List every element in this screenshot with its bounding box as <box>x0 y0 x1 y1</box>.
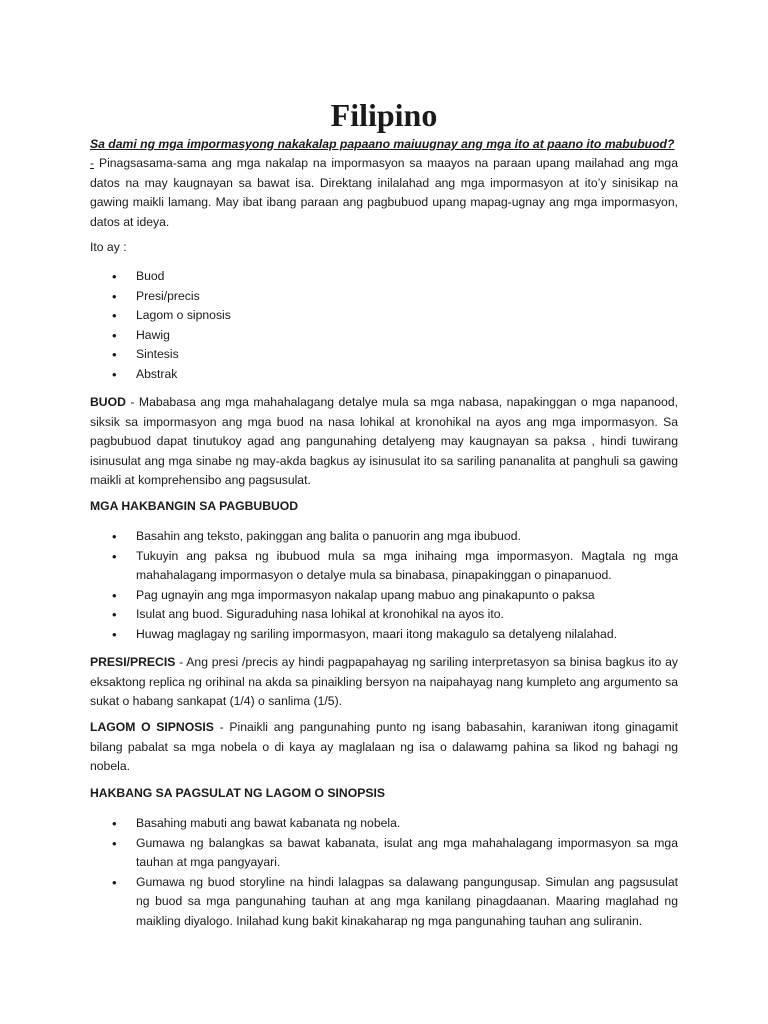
list-item: • Basahin ang teksto, pakinggan ang balita o panuorin ang mga ibubuod. <box>90 527 678 547</box>
intro-text: Pinagsasama-sama ang mga nakalap na impormasyon sa maayos na paraan upang mailahad ang mga datos na may kaugnayan sa bawat isa. Direktang inilalahad ang mga impormasyon at ito’y sinisikap na gawing maikli lamang. May ibat ibang paraan ang pagbubuod upang mapag-ugnay ang mga impormasyon, datos at ideya. <box>90 156 678 229</box>
page-title: Filipino <box>330 97 438 133</box>
list-item: • Abstrak <box>90 365 678 385</box>
list-item: • Lagom o sipnosis <box>90 306 678 326</box>
hakbangin-heading: MGA HAKBANGIN SA PAGBUBUOD <box>90 499 299 513</box>
hakbangin-list <box>90 527 678 644</box>
hakbang-lagom-heading: HAKBANG SA PAGSULAT NG LAGOM O SINOPSIS <box>90 786 385 800</box>
list-item: • Buod <box>90 267 678 287</box>
list-item: • Pag ugnayin ang mga impormasyon nakalap upang mabuo ang pinakapunto o paksa <box>90 586 678 606</box>
intro-paragraph <box>90 154 678 232</box>
list-item: • Basahing mabuti ang bawat kabanata ng nobela. <box>90 814 678 834</box>
presi-text: - Ang presi /precis ay hindi pagpapahayag ng sariling interpretasyon sa binisa bagkus ito ay eksaktong replica ng orihinal na akda sa pinaikling bersyon na naipahayag nang kumpleto ang argumento sa sukat o habang sankapat (1/4) o sanlima (1/5). <box>90 655 678 708</box>
list-item: • Isulat ang buod. Siguraduhing nasa lohikal at kronohikal na ayos ito. <box>90 605 678 625</box>
list-item: • Presi/precis <box>90 287 678 307</box>
buod-paragraph <box>90 393 678 491</box>
list-item: • Gumawa ng buod storyline na hindi lalagpas sa dalawang pangungusap. Simulan ang pagsusulat ng buod sa mga pangunahing tauhan at ang mga kanilang pinagdaanan. Maaring maglahad ng maikling diyalogo. Inilahad kung bakit kinakaharap ng mga pangunahing tauhan ang suliranin. <box>90 873 678 932</box>
lagom-paragraph <box>90 718 678 777</box>
list-item: • Sintesis <box>90 345 678 365</box>
list-item: • Gumawa ng balangkas sa bawat kabanata, isulat ang mga mahahalagang impormasyon sa mga tauhan at mga pangyayari. <box>90 834 678 873</box>
list-item: • Hawig <box>90 326 678 346</box>
buod-term: BUOD <box>90 395 126 409</box>
types-list <box>90 267 678 384</box>
intro-dash: - <box>90 156 95 170</box>
buod-text: - Mababasa ang mga mahahalagang detalye mula sa mga nabasa, napakinggan o mga napanood, siksik sa impormasyon ang mga buod na nasa lohikal at kronohikal na ayos ang mga impormasyon. Sa pagbubuod dapat tinutukoy agad ang pangunahing detalyeng may kaugnayan sa paksa , hindi tuwirang isinusulat ang mga sinabe ng may-akda bagkus ay isinusulat ito sa sariling pananalita at panghuli sa gawing maikli at komprehensibo ang pagsusulat. <box>90 395 678 487</box>
guiding-question: Sa dami ng mga impormasyong nakakalap papaano maiuugnay ang mga ito at paano ito mabubuod? <box>90 137 675 151</box>
list-item: • Tukuyin ang paksa ng ibubuod mula sa mga inihaing mga impormasyon. Magtala ng mga mahahalagang impormasyon o detalye mula sa binabasa, pinapakinggan o pinapanuod. <box>90 547 678 586</box>
lagom-text: - Pinaikli ang pangunahing punto ng isang babasahin, karaniwan itong ginagamit bilang pabalat sa mga nobela o di kaya ay maglalaan ng isa o dalawamg pahina sa likod ng bahagi ng nobela. <box>90 720 679 773</box>
presi-term: PRESI/PRECIS <box>90 655 176 669</box>
lagom-term: LAGOM O SIPNOSIS <box>90 720 214 734</box>
list-item: • Huwag maglagay ng sariling impormasyon, maari itong makagulo sa detalyeng nilalahad. <box>90 625 678 645</box>
ito-ay-label: Ito ay : <box>90 240 127 254</box>
presi-paragraph <box>90 653 678 712</box>
hakbang-lagom-list <box>90 814 678 931</box>
